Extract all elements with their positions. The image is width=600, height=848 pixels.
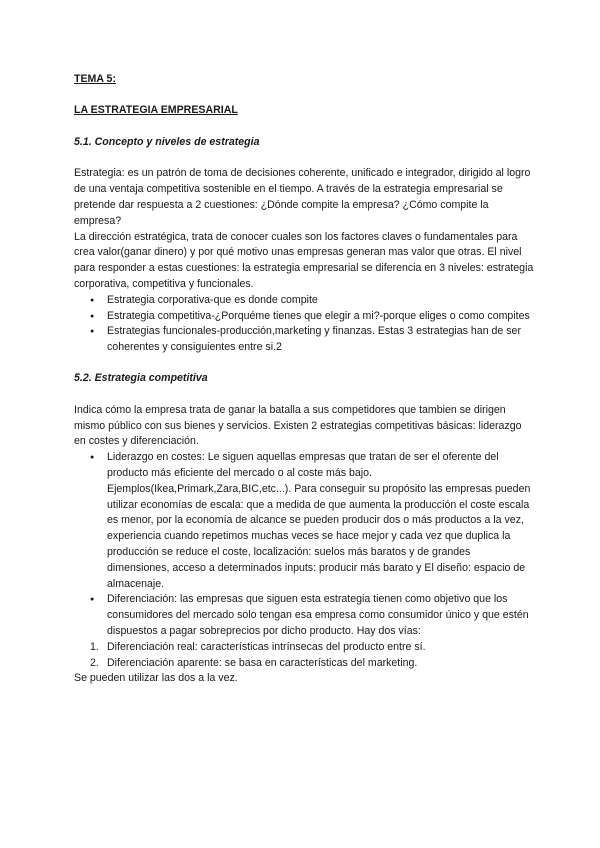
section-2-intro: Indica cómo la empresa trata de ganar la batalla a sus competidores que tambien se dirigen mismo público con sus bienes y servicios. Existen 2 estrategias competitivas básicas: liderazgo en costes y diferenciación. [74, 403, 522, 448]
differentiation-list [74, 640, 534, 672]
section-2-heading: 5.2. Estrategia competitiva [74, 371, 208, 384]
item-number: 1. [90, 640, 99, 653]
list-item: ● Liderazgo en costes: Le siguen aquellas empresas que tratan de ser el oferente del producto más eficiente del mercado o al coste más bajo. Ejemplos(Ikea,Primark,Zara,BIC,etc...). Para conseguir su propósito las empresas pueden utilizar economías de escala: que a medida de que aumenta la producción el coste escala es menor, por la economía de alcance se pueden producir dos o más productos a la vez, experiencia cuando repetimos muchas veces se hace mejor y cada vez que duplica la producción se reduce el coste, localización: suelos más baratos y de grandes dimensiones, acceso a determinados inputs: producir más barato y El diseño: espacio de almacenaje. [74, 450, 534, 592]
section-1-paragraph-1: Estrategia: es un patrón de toma de decisiones coherente, unificado e integrador, dirigido al logro de una ventaja competitiva sostenible en el tiempo. A través de la estrategia empresarial se pretende dar respuesta a 2 cuestiones: ¿Dónde compite la empresa? ¿Cómo compite la empresa? [74, 167, 531, 227]
numbered-item [74, 656, 534, 672]
strategies-list [74, 450, 534, 640]
document-page [74, 72, 534, 687]
item-number: 2. [90, 656, 99, 669]
section-1-paragraph-2: La dirección estratégica, trata de conocer cuales son los factores claves o fundamentales para crea valor(ganar dinero) y por qué motivo unas empresas generan mas valor que otras. El nivel para responder a estas cuestiones: la estrategia empresarial se diferencia en 3 niveles: estrategia corporativa, competitiva y funcionales. [74, 230, 534, 290]
tema-label: TEMA 5: [74, 73, 116, 85]
section-1-heading: 5.1. Concepto y niveles de estrategia [74, 135, 260, 148]
levels-list [74, 293, 534, 356]
list-item: ● Estrategia competitiva-¿Porquéme tienes que elegir a mi?-porque eliges o como compites [74, 309, 534, 325]
list-item: ● Estrategias funcionales-producción,marketing y finanzas. Estas 3 estrategias han de ser coherentes y consiguientes entre si.2 [74, 324, 534, 356]
numbered-item [74, 640, 534, 656]
item-text: Diferenciación real: características intrínsecas del producto entre sí. [107, 640, 426, 653]
list-item: ● Estrategia corporativa-que es donde compite [74, 293, 534, 309]
item-text: Diferenciación aparente: se basa en características del marketing. [107, 656, 418, 669]
closing-sentence: Se pueden utilizar las dos a la vez. [74, 672, 238, 685]
list-item: ● Diferenciación: las empresas que siguen esta estrategia tienen como objetivo que los consumidores del mercado solo tengan esa empresa como consumidor único y que estén dispuestos a pagar sobreprecios por dicho producto. Hay dos vías: [74, 592, 534, 639]
page-title: LA ESTRATEGIA EMPRESARIAL [74, 103, 238, 116]
